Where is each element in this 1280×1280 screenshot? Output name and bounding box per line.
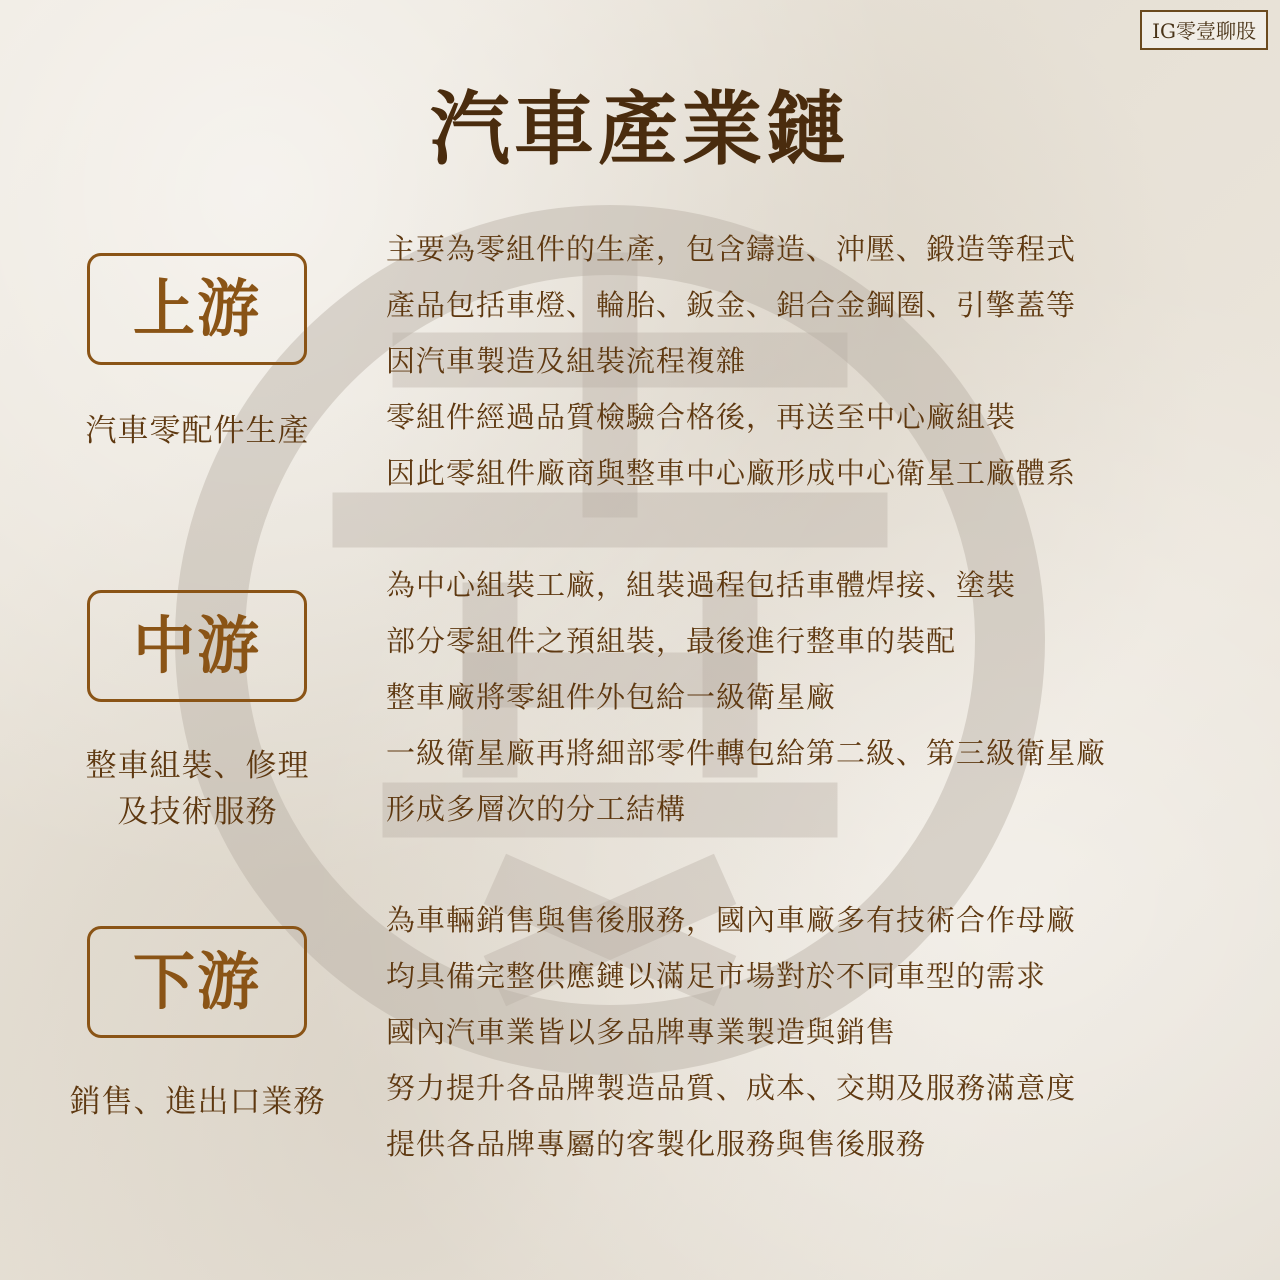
downstream-line: 為車輛銷售與售後服務，國內車廠多有技術合作母廠	[386, 903, 1077, 937]
midstream-line: 部分零組件之預組裝，最後進行整車的裝配	[386, 624, 957, 658]
downstream-line: 努力提升各品牌製造品質、成本、交期及服務滿意度	[386, 1071, 1077, 1105]
upstream-line: 因此零組件廠商與整車中心廠形成中心衛星工廠體系	[386, 456, 1077, 490]
downstream-caption	[30, 1079, 365, 1125]
midstream-description	[386, 557, 1106, 837]
upstream-caption-line: 汽車零配件生產	[85, 413, 310, 449]
upstream-line: 產品包括車燈、輪胎、鈑金、鋁合金鋼圈、引擎蓋等	[386, 288, 1077, 322]
midstream-line: 一級衛星廠再將細部零件轉包給第二級、第三級衛星廠	[386, 736, 1107, 770]
downstream-badge: 下游	[87, 926, 307, 1038]
upstream-caption	[30, 408, 365, 454]
brand-tag: IG零壹聊股	[1140, 10, 1268, 50]
downstream-line: 國內汽車業皆以多品牌專業製造與銷售	[386, 1015, 897, 1049]
page-title: 汽車產業鏈	[430, 83, 850, 176]
upstream-description	[386, 221, 1076, 501]
upstream-line: 主要為零組件的生產，包含鑄造、沖壓、鍛造等程式	[386, 232, 1077, 266]
midstream-line: 形成多層次的分工結構	[386, 792, 687, 826]
downstream-caption-line: 銷售、進出口業務	[69, 1084, 326, 1120]
upstream-line: 零組件經過品質檢驗合格後，再送至中心廠組裝	[386, 400, 1017, 434]
downstream-line: 均具備完整供應鏈以滿足市場對於不同車型的需求	[386, 959, 1047, 993]
downstream-description	[386, 892, 1076, 1172]
midstream-badge: 中游	[87, 590, 307, 702]
downstream-line: 提供各品牌專屬的客製化服務與售後服務	[386, 1127, 927, 1161]
midstream-caption-line: 及技術服務	[117, 794, 278, 830]
midstream-line: 整車廠將零組件外包給一級衛星廠	[386, 680, 837, 714]
midstream-caption-line: 整車組裝、修理	[85, 748, 310, 784]
upstream-line: 因汽車製造及組裝流程複雜	[386, 344, 747, 378]
midstream-line: 為中心組裝工廠，組裝過程包括車體焊接、塗裝	[386, 568, 1017, 602]
upstream-badge: 上游	[87, 253, 307, 365]
midstream-caption	[30, 743, 365, 835]
